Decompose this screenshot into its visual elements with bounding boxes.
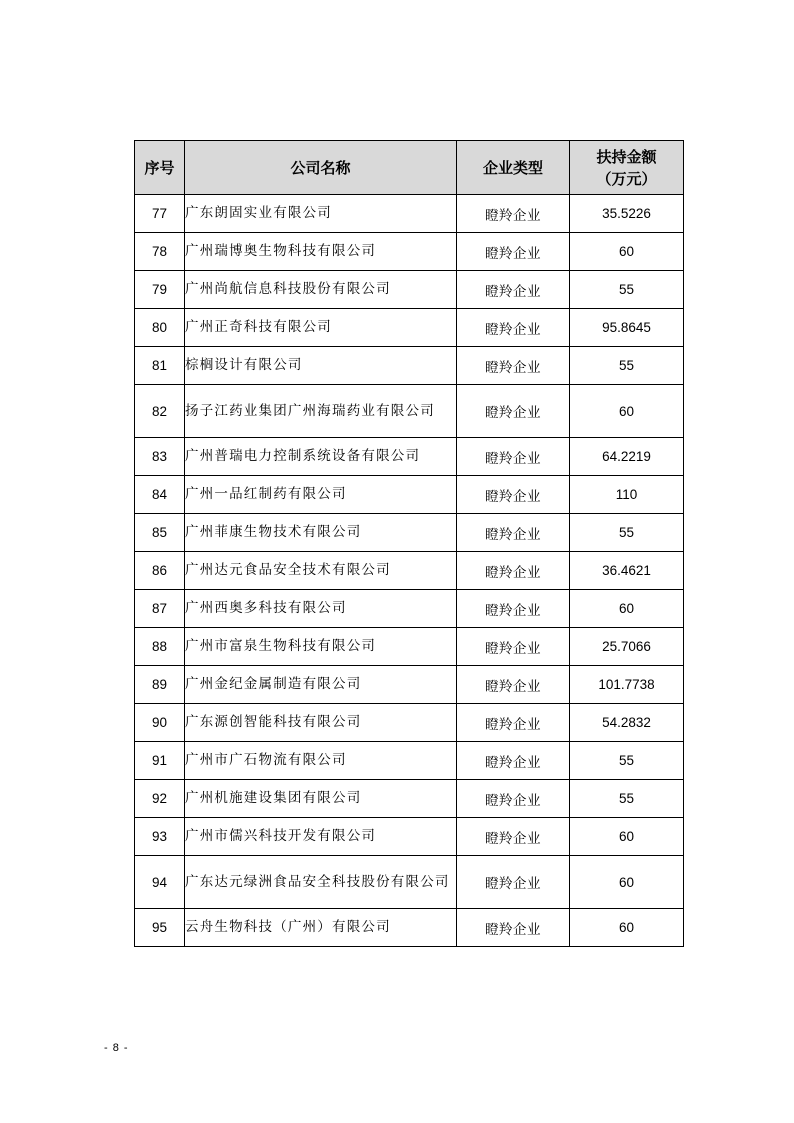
cell-funding-amount: 55 <box>570 780 684 818</box>
cell-enterprise-type: 瞪羚企业 <box>457 742 570 780</box>
cell-funding-amount: 110 <box>570 476 684 514</box>
table-row <box>135 552 684 590</box>
cell-enterprise-type: 瞪羚企业 <box>457 666 570 704</box>
cell-serial-number: 91 <box>135 742 185 780</box>
cell-serial-number: 86 <box>135 552 185 590</box>
cell-company-name: 广东朗固实业有限公司 <box>185 195 457 233</box>
cell-serial-number: 82 <box>135 385 185 438</box>
cell-enterprise-type: 瞪羚企业 <box>457 233 570 271</box>
cell-enterprise-type: 瞪羚企业 <box>457 628 570 666</box>
table-row <box>135 476 684 514</box>
cell-funding-amount: 60 <box>570 856 684 909</box>
cell-enterprise-type: 瞪羚企业 <box>457 195 570 233</box>
table-row <box>135 856 684 909</box>
table-row <box>135 666 684 704</box>
cell-serial-number: 81 <box>135 347 185 385</box>
cell-funding-amount: 55 <box>570 347 684 385</box>
cell-company-name: 广州达元食品安全技术有限公司 <box>185 552 457 590</box>
cell-serial-number: 90 <box>135 704 185 742</box>
cell-company-name: 广州尚航信息科技股份有限公司 <box>185 271 457 309</box>
cell-serial-number: 79 <box>135 271 185 309</box>
cell-company-name: 广州金纪金属制造有限公司 <box>185 666 457 704</box>
table-row <box>135 590 684 628</box>
header-company-name: 公司名称 <box>185 141 457 195</box>
cell-funding-amount: 55 <box>570 742 684 780</box>
cell-funding-amount: 55 <box>570 271 684 309</box>
table-row <box>135 438 684 476</box>
header-funding-amount <box>570 141 684 195</box>
cell-serial-number: 94 <box>135 856 185 909</box>
header-funding-amount-line2: （万元） <box>596 169 657 188</box>
cell-enterprise-type: 瞪羚企业 <box>457 590 570 628</box>
header-serial-number: 序号 <box>135 141 185 195</box>
cell-enterprise-type: 瞪羚企业 <box>457 438 570 476</box>
cell-enterprise-type: 瞪羚企业 <box>457 385 570 438</box>
cell-enterprise-type: 瞪羚企业 <box>457 704 570 742</box>
cell-funding-amount: 101.7738 <box>570 666 684 704</box>
cell-serial-number: 92 <box>135 780 185 818</box>
cell-enterprise-type: 瞪羚企业 <box>457 552 570 590</box>
page-number: - 8 - <box>104 1042 129 1054</box>
cell-funding-amount: 54.2832 <box>570 704 684 742</box>
cell-company-name: 广州市广石物流有限公司 <box>185 742 457 780</box>
table-row <box>135 742 684 780</box>
cell-company-name: 广州西奥多科技有限公司 <box>185 590 457 628</box>
cell-company-name: 广州市儒兴科技开发有限公司 <box>185 818 457 856</box>
cell-funding-amount: 36.4621 <box>570 552 684 590</box>
cell-funding-amount: 60 <box>570 909 684 947</box>
cell-enterprise-type: 瞪羚企业 <box>457 856 570 909</box>
cell-serial-number: 95 <box>135 909 185 947</box>
cell-serial-number: 93 <box>135 818 185 856</box>
cell-funding-amount: 55 <box>570 514 684 552</box>
cell-company-name: 广州机施建设集团有限公司 <box>185 780 457 818</box>
cell-funding-amount: 60 <box>570 233 684 271</box>
table-row <box>135 309 684 347</box>
cell-enterprise-type: 瞪羚企业 <box>457 271 570 309</box>
table-row <box>135 704 684 742</box>
cell-enterprise-type: 瞪羚企业 <box>457 909 570 947</box>
cell-serial-number: 87 <box>135 590 185 628</box>
cell-company-name: 广州瑞博奥生物科技有限公司 <box>185 233 457 271</box>
cell-company-name: 广东源创智能科技有限公司 <box>185 704 457 742</box>
table-row <box>135 780 684 818</box>
cell-company-name: 广州普瑞电力控制系统设备有限公司 <box>185 438 457 476</box>
cell-company-name: 广东达元绿洲食品安全科技股份有限公司 <box>185 856 457 909</box>
cell-funding-amount: 25.7066 <box>570 628 684 666</box>
cell-serial-number: 77 <box>135 195 185 233</box>
cell-serial-number: 80 <box>135 309 185 347</box>
cell-enterprise-type: 瞪羚企业 <box>457 476 570 514</box>
cell-company-name: 广州一品红制药有限公司 <box>185 476 457 514</box>
cell-funding-amount: 60 <box>570 818 684 856</box>
cell-company-name: 扬子江药业集团广州海瑞药业有限公司 <box>185 385 457 438</box>
table-header-row <box>135 141 684 195</box>
cell-serial-number: 88 <box>135 628 185 666</box>
cell-funding-amount: 35.5226 <box>570 195 684 233</box>
cell-enterprise-type: 瞪羚企业 <box>457 514 570 552</box>
table-row <box>135 347 684 385</box>
cell-company-name: 棕榈设计有限公司 <box>185 347 457 385</box>
cell-serial-number: 85 <box>135 514 185 552</box>
table-body <box>135 195 684 947</box>
cell-company-name: 云舟生物科技（广州）有限公司 <box>185 909 457 947</box>
cell-enterprise-type: 瞪羚企业 <box>457 347 570 385</box>
cell-funding-amount: 60 <box>570 385 684 438</box>
table-row <box>135 909 684 947</box>
cell-serial-number: 83 <box>135 438 185 476</box>
cell-company-name: 广州市富泉生物科技有限公司 <box>185 628 457 666</box>
table-row <box>135 271 684 309</box>
cell-enterprise-type: 瞪羚企业 <box>457 780 570 818</box>
table-row <box>135 385 684 438</box>
cell-serial-number: 84 <box>135 476 185 514</box>
cell-enterprise-type: 瞪羚企业 <box>457 309 570 347</box>
header-enterprise-type: 企业类型 <box>457 141 570 195</box>
cell-funding-amount: 95.8645 <box>570 309 684 347</box>
funding-table <box>134 140 684 947</box>
cell-funding-amount: 64.2219 <box>570 438 684 476</box>
cell-serial-number: 89 <box>135 666 185 704</box>
table-row <box>135 233 684 271</box>
table-row <box>135 195 684 233</box>
cell-company-name: 广州正奇科技有限公司 <box>185 309 457 347</box>
header-funding-amount-line1: 扶持金额 <box>596 147 657 166</box>
cell-serial-number: 78 <box>135 233 185 271</box>
table-row <box>135 514 684 552</box>
table-row <box>135 628 684 666</box>
cell-enterprise-type: 瞪羚企业 <box>457 818 570 856</box>
cell-company-name: 广州菲康生物技术有限公司 <box>185 514 457 552</box>
table-row <box>135 818 684 856</box>
cell-funding-amount: 60 <box>570 590 684 628</box>
